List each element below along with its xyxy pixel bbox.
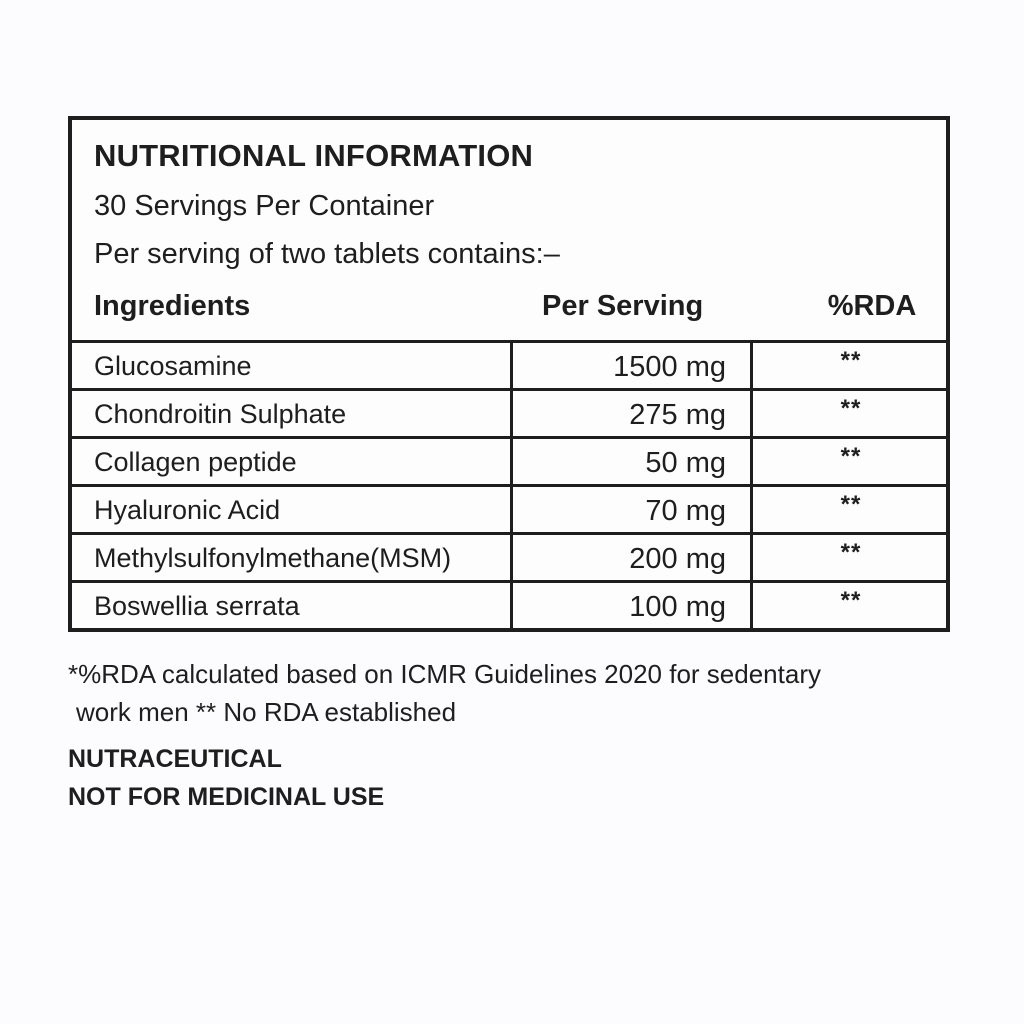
ingredient-amount: 1500 mg xyxy=(613,351,726,383)
label-title: NUTRITIONAL INFORMATION xyxy=(94,138,534,173)
ingredient-amount: 50 mg xyxy=(645,447,726,479)
table-row xyxy=(72,487,946,535)
ingredient-name: Collagen peptide xyxy=(94,447,297,477)
ingredient-rda: ** xyxy=(840,491,862,518)
ingredient-amount: 200 mg xyxy=(629,543,726,575)
table-row xyxy=(72,343,946,391)
table-row xyxy=(72,535,946,583)
warning-line-1: NUTRACEUTICAL xyxy=(68,745,282,773)
ingredient-rda: ** xyxy=(840,347,862,374)
ingredient-rda: ** xyxy=(840,587,862,614)
table-row xyxy=(72,583,946,631)
ingredient-name: Glucosamine xyxy=(94,351,252,381)
ingredient-rda: ** xyxy=(840,443,862,470)
ingredient-amount: 70 mg xyxy=(645,495,726,527)
ingredient-amount: 100 mg xyxy=(629,591,726,623)
ingredient-amount: 275 mg xyxy=(629,399,726,431)
nutrition-label xyxy=(68,116,950,632)
ingredients-table xyxy=(72,340,946,631)
footnote-line-1: *%RDA calculated based on ICMR Guidelines 2020 for sedentary xyxy=(68,659,821,689)
table-header xyxy=(72,286,946,340)
header-ingredients: Ingredients xyxy=(94,290,251,322)
servings-per-container: 30 Servings Per Container xyxy=(94,190,435,222)
table-row xyxy=(72,439,946,487)
per-serving-note: Per serving of two tablets contains:– xyxy=(94,238,560,270)
product-warning xyxy=(68,740,384,816)
ingredient-name: Boswellia serrata xyxy=(94,591,300,621)
footnote-line-2: work men ** No RDA established xyxy=(76,697,457,727)
table-row xyxy=(72,391,946,439)
ingredient-name: Chondroitin Sulphate xyxy=(94,399,347,429)
warning-line-2: NOT FOR MEDICINAL USE xyxy=(68,783,385,811)
ingredient-rda: ** xyxy=(840,395,862,422)
ingredient-rda: ** xyxy=(840,539,862,566)
rda-footnote xyxy=(68,655,968,731)
header-rda: %RDA xyxy=(827,290,917,322)
header-per-serving: Per Serving xyxy=(542,290,704,322)
ingredient-name: Hyaluronic Acid xyxy=(94,495,281,525)
ingredient-name: Methylsulfonylmethane(MSM) xyxy=(94,543,452,573)
